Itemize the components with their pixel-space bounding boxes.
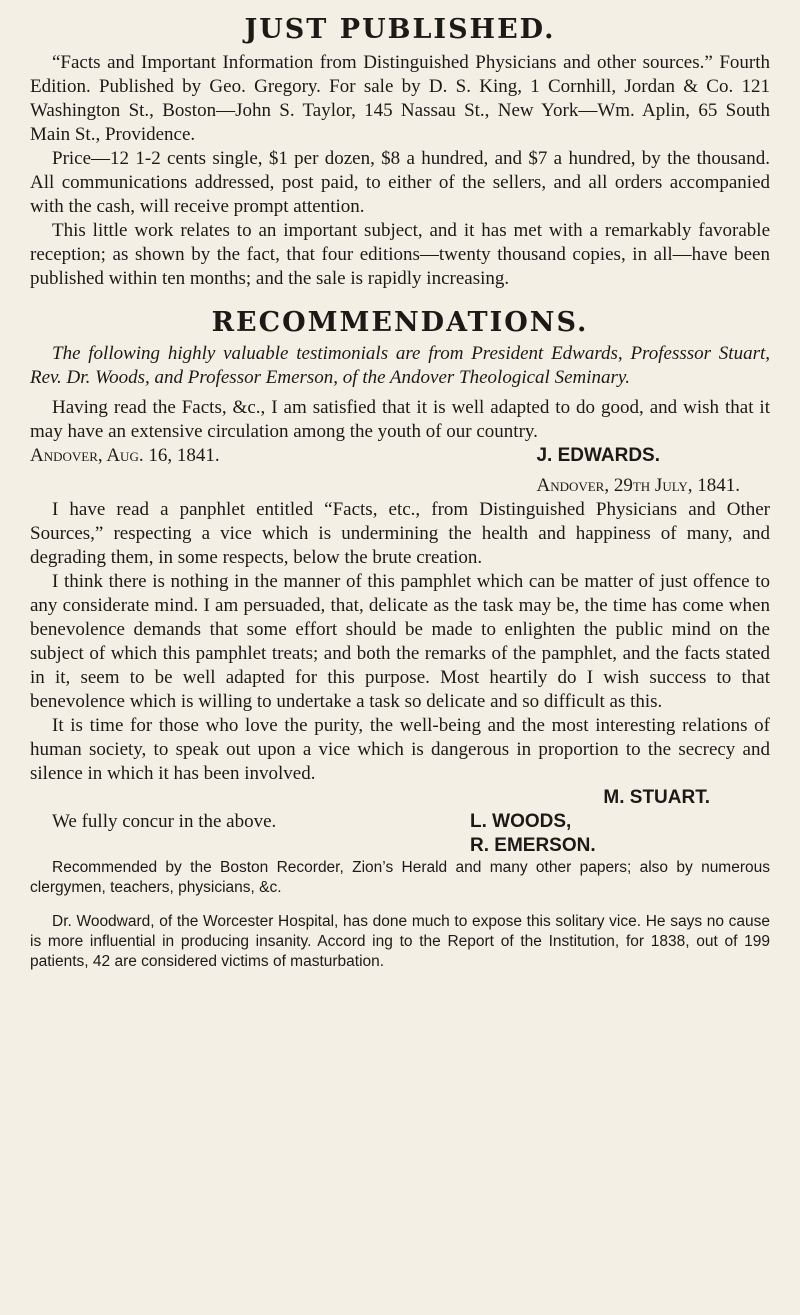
announcement-description: This little work relates to an important subject, and it has met with a remarkably favorable reception; as shown by the fact, that four editions—twenty thousand copies, in all—have been published within ten months; and the sale is rapidly increasing.	[30, 220, 770, 289]
letter1-signature: J. EDWARDS.	[536, 445, 660, 466]
announcement-price: Price—12 1-2 cents single, $1 per dozen, $8 a hundred, and $7 a hundred, by the thousand. All communications addressed, post paid, to either of the sellers, and all orders accompanied with the cash, will receive prompt attention.	[30, 148, 770, 217]
concur-row	[30, 810, 770, 834]
letter2-para1: I have read a panphlet entitled “Facts, etc., from Distinguished Physicians and Other Sources,” respecting a vice which is undermining the health and happiness of many, and degrading them, in some respects, below the brute creation.	[30, 499, 770, 568]
recommendations-intro: The following highly valuable testimonials are from President Edwards, Professsor Stuart, Rev. Dr. Woods, and Professor Emerson, of the Andover Theological Seminary.	[30, 343, 770, 388]
letter1-body: Having read the Facts, &c., I am satisfied that it is well adapted to do good, and wish that it may have an extensive circulation among the youth of our country.	[30, 397, 770, 442]
letter2-para2: I think there is nothing in the manner of this pamphlet which can be matter of just offence to any considerate mind. I am persuaded, that, delicate as the task may be, the time has come when benevolence demands that some effort should be made to enlighten the public mind on the subject of which this pamphlet treats; and both the remarks of the pamphlet, and the facts stated in it, seem to be well adapted for this purpose. Most heartily do I wish success to that benevolence which is willing to undertake a task so delicate and so difficult as this.	[30, 571, 770, 712]
cosigner-woods: L. WOODS,	[470, 811, 572, 832]
letter1-place-date: Andover, Aug. 16, 1841.	[30, 445, 220, 466]
announcement-text: “Facts and Important Information from Distinguished Physicians and other sources.” Fourth Edition. Published by Geo. Gregory. For sale by D. S. King, 1 Cornhill, Jordan & Co. 121 Washington St., Boston—John S. Taylor, 145 Nassau St., New York—Wm. Aplin, 65 South Main St., Providence.	[30, 52, 770, 145]
cosigner-emerson: R. EMERSON.	[470, 835, 596, 856]
letter2-date: Andover, 29th July, 1841.	[536, 475, 740, 496]
page-title: JUST PUBLISHED.	[244, 14, 556, 45]
letter2-para3: It is time for those who love the purity, the well-being and the most interesting relations of human society, to speak out upon a vice which is dangerous in proportion to the secrecy and silence in which it has been involved.	[30, 715, 770, 784]
cosigner-row	[30, 834, 770, 858]
letter2-signature-row	[30, 786, 770, 810]
concur-text: We fully concur in the above.	[52, 811, 277, 832]
recommended-by: Recommended by the Boston Recorder, Zion’s Herald and many other papers; also by numerous clergymen, teachers, physicians, &c.	[30, 859, 770, 896]
letter2-signature: M. STUART.	[603, 787, 710, 808]
recommendations-title: RECOMMENDATIONS.	[211, 307, 589, 338]
spacer	[30, 291, 770, 305]
letter1-signature-row	[30, 444, 770, 468]
footer-note: Dr. Woodward, of the Worcester Hospital, has done much to expose this solitary vice. He says no cause is more influential in producing insanity. Accord ing to the Report of the Institution, for 1838, out of 199 patients, 42 are considered victims of masturbation.	[30, 913, 770, 970]
